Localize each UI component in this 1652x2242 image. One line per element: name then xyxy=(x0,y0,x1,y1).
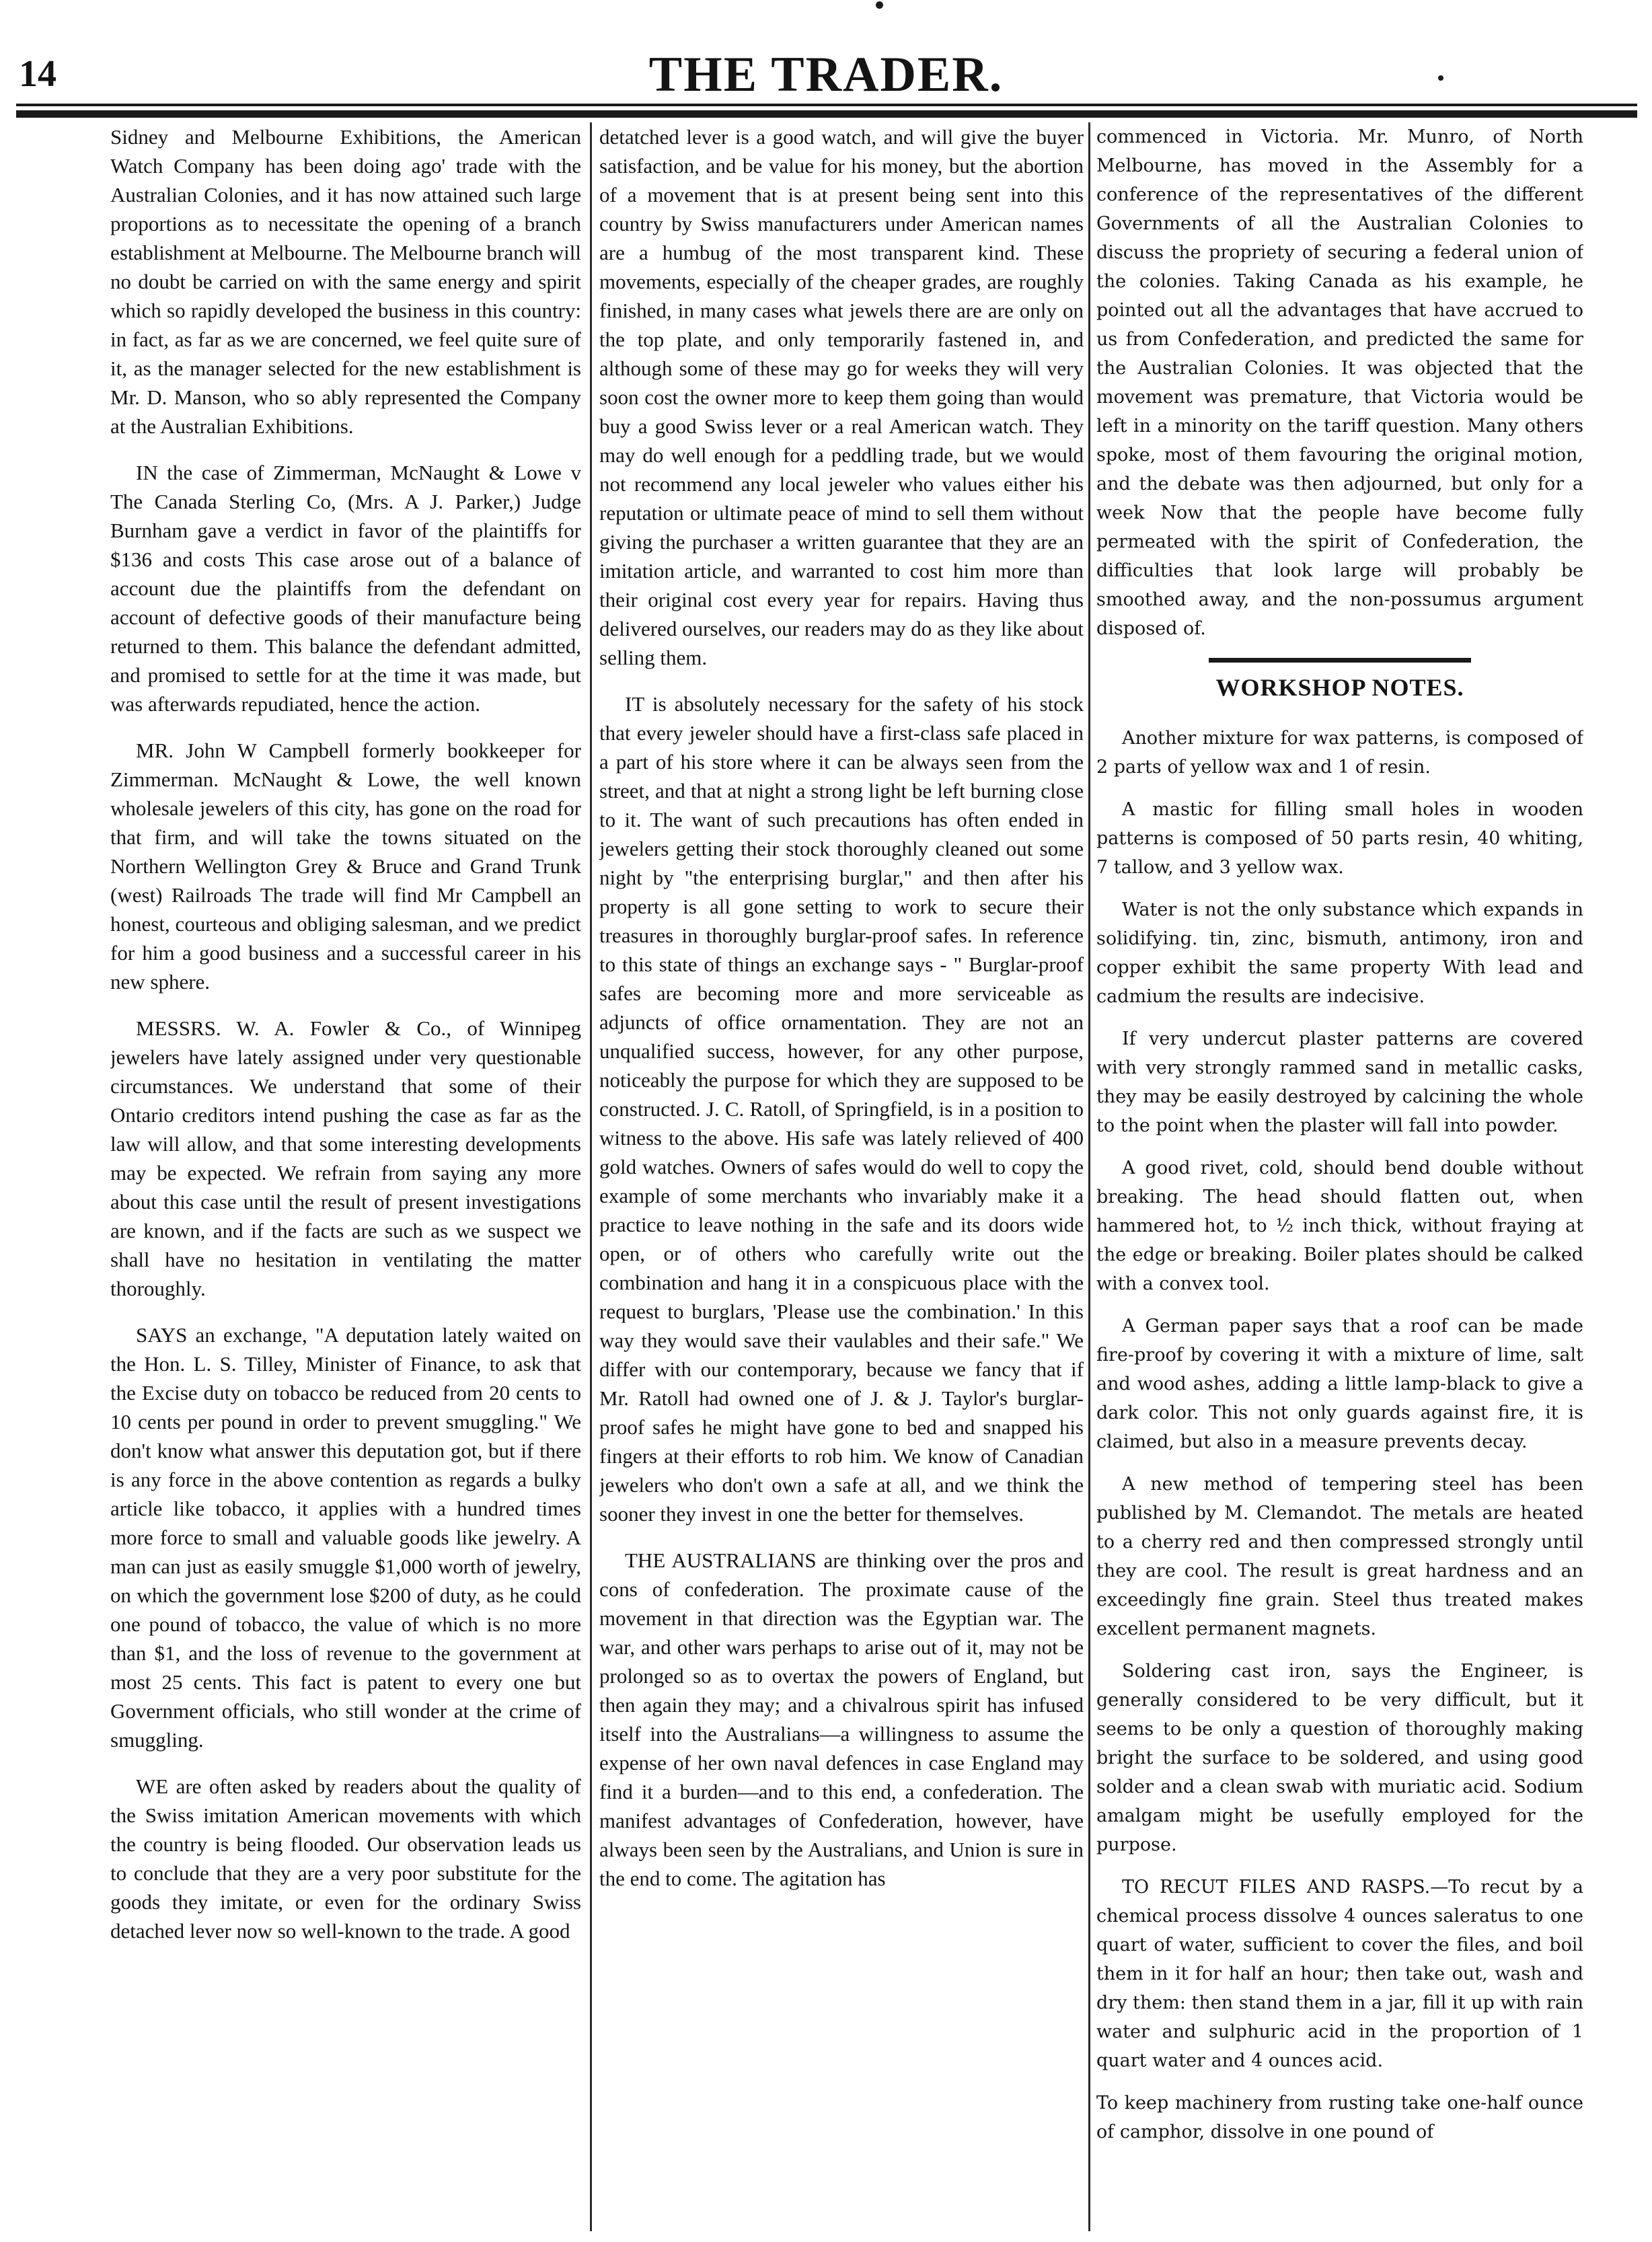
column-1 xyxy=(110,122,581,2231)
workshop-note: A good rivet, cold, should bend double without breaking. The head should flatten out, when hammered hot, to ½ inch thick, without fraying at the edge or breaking. Boiler plates should be calked with a convex tool. xyxy=(1096,1158,1583,1294)
column-3 xyxy=(1096,122,1583,2231)
workshop-note: If very undercut plaster patterns are covered with very strongly rammed sand in metallic casks, they may be easily destroyed by calcining the whole to the point when the plaster will fall into powder. xyxy=(1096,1029,1583,1136)
workshop-note: A new method of tempering steel has been published by M. Clemandot. The metals are heated to a cherry red and then compressed strongly until they are cool. The result is great hardness and an exceedingly fine grain. Steel thus treated makes excellent permanent magnets. xyxy=(1096,1474,1583,1639)
article-paragraph: THE AUSTRALIANS are thinking over the pros and cons of confederation. The proximate cause of the movement in that direction was the Egyptian war. The war, and other wars perhaps to arise out of it, may not be prolonged so as to overtax the powers of England, but then again they may; and a chivalrous spirit has infused itself into the Australians—a willingness to assume the expense of her own naval defences in case England may find it a burden—and to this end, a confederation. The manifest advantages of Confederation, however, have always been seen by the Australians, and Union is sure in the end to come. The agitation has xyxy=(599,1548,1084,1890)
workshop-notes-heading: WORKSHOP NOTES. xyxy=(1215,674,1464,701)
article-paragraph: MR. John W Campbell formerly bookkeeper for Zimmerman. McNaught & Lowe, the well known wholesale jewelers of this city, has gone on the road for that firm, and will take the towns situated on the Northern Wellington Grey & Bruce and Grand Trunk (west) Railroads The trade will find Mr Campbell an honest, courteous and obliging salesman, and we predict for him a good business and a successful career in his new sphere. xyxy=(110,739,581,994)
column-divider xyxy=(590,122,592,2231)
article-paragraph: IN the case of Zimmerman, McNaught & Lowe v The Canada Sterling Co, (Mrs. A J. Parker,) Judge Burnham gave a verdict in favor of the plaintiffs for $136 and costs This case arose out of a balance of account due the plaintiffs from the defendant on account of defective goods of their manufacture being returned to them. This balance the defendant admitted, and promised to settle for at the time it was made, but was afterwards repudiated, hence the action. xyxy=(110,461,581,716)
article-paragraph: commenced in Victoria. Mr. Munro, of North Melbourne, has moved in the Assembly for a conference of the representatives of the different Governments of all the Australian Colonies to discuss the propriety of securing a federal union of the colonies. Taking Canada as his example, he pointed out all the advantages that have accrued to us from Confederation, and predicted the same for the Australian Colonies. It was objected that the movement was premature, that Victoria would be left in a minority on the tariff question. Many others spoke, most of them favouring the original motion, and the debate was then adjourned, but only for a week Now that the people have become fully permeated with the spirit of Confederation, the difficulties that look large will probably be smoothed away, and the non-possumus argument disposed of. xyxy=(1096,126,1583,639)
workshop-note: A mastic for filling small holes in wooden patterns is composed of 50 parts resin, 40 whiting, 7 tallow, and 3 yellow wax. xyxy=(1096,799,1583,878)
masthead-title: THE TRADER. xyxy=(648,47,1004,102)
article-paragraph: detatched lever is a good watch, and will give the buyer satisfaction, and be value for his money, but the abortion of a movement that is at present being sent into this country by Swiss manufacturers under American names are a humbug of the most transparent kind. These movements, especially of the cheaper grades, are roughly finished, in many cases what jewels there are are only on the top plate, and only temporarily fastened in, and although some of these may go for weeks they will very soon cost the owner more to keep them going than would buy a good Swiss lever or a real American watch. They may do well enough for a peddling trade, but we would not recommend any local jeweler who values either his reputation or ultimate peace of mind to sell them without giving the purchaser a written guarantee that they are an imitation article, and warranted to cost him more than their original cost every year for repairs. Having thus delivered ourselves, our readers may do as they like about selling them. xyxy=(599,125,1084,669)
section-rule xyxy=(1209,658,1471,663)
masthead-rule-thin xyxy=(16,104,1637,106)
article-paragraph: Sidney and Melbourne Exhibitions, the American Watch Company has been doing ago' trade with the Australian Colonies, and it has now attained such large proportions as to necessitate the opening of a branch establishment at Melbourne. The Melbourne branch will no doubt be carried on with the same energy and spirit which so rapidly developed the business in this country: in fact, as far as we are concerned, we feel quite sure of it, as the manager selected for the new establishment is Mr. D. Manson, who so ably represented the Company at the Australian Exhibitions. xyxy=(110,125,581,438)
workshop-note: Another mixture for wax patterns, is composed of 2 parts of yellow wax and 1 of resin. xyxy=(1096,728,1583,778)
workshop-note: A German paper says that a roof can be made fire-proof by covering it with a mixture of lime, salt and wood ashes, adding a little lamp-black to give a dark color. This not only guards against fire, it is claimed, but also in a measure prevents decay. xyxy=(1096,1316,1583,1452)
page-number: 14 xyxy=(19,53,57,95)
workshop-note: Soldering cast iron, says the Engineer, is generally considered to be very difficult, but it seems to be only a question of thoroughly making bright the surface to be soldered, and using good solder and a clean swab with muriatic acid. Sodium amalgam might be usefully employed for the purpose. xyxy=(1096,1661,1583,1855)
article-paragraph: MESSRS. W. A. Fowler & Co., of Winnipeg jewelers have lately assigned under very questionable circumstances. We understand that some of their Ontario creditors intend pushing the case as far as the law will allow, and that some interesting developments may be expected. We refrain from saying any more about this case until the result of present investigations are known, and if the facts are such as we suspect we shall have no hesitation in ventilating the matter thoroughly. xyxy=(110,1016,581,1300)
article-paragraph: IT is absolutely necessary for the safety of his stock that every jeweler should have a first-class safe placed in a part of his store where it can be always seen from the street, and that at night a strong light be left burning close to it. The want of such precautions has often ended in jewelers getting their stock thoroughly cleaned out some night by "the enterprising burglar," and then after his property is all gone setting to work to secure their treasures in thoroughly burglar-proof safes. In reference to this state of things an exchange says - " Burglar-proof safes are becoming more and more serviceable as adjuncts of office ornamentation. They are not an unqualified success, however, for any other purpose, noticeably the purpose for which they are supposed to be constructed. J. C. Ratoll, of Springfield, is in a position to witness to the above. His safe was lately relieved of 400 gold watches. Owners of safes would do well to copy the example of some merchants who invariably make it a practice to leave nothing in the safe and its doors wide open, or of others who carefully write out the combination and hang it in a conspicuous place with the request to burglars, 'Please use the combination.' In this way they would save their vaulables and their safe." We differ with our contemporary, because we fancy that if Mr. Ratoll had owned one of J. & J. Taylor's burglar-proof safes he might have gone to bed and snapped his fingers at their efforts to rob him. We know of Canadian jewelers who don't own a safe at all, and we think the sooner they invest in one the better for themselves. xyxy=(599,692,1084,1526)
workshop-note: To keep machinery from rusting take one-half ounce of camphor, dissolve in one pound of xyxy=(1096,2093,1583,2142)
article-paragraph: WE are often asked by readers about the quality of the Swiss imitation American movements with which the country is being flooded. Our observation leads us to conclude that they are a very poor substitute for the goods they imitate, or even for the ordinary Swiss detached lever now so well-known to the trade. A good xyxy=(110,1774,581,1943)
masthead-rule-thick xyxy=(16,110,1637,118)
column-2 xyxy=(599,122,1084,2231)
print-dot-mark xyxy=(876,1,883,9)
workshop-note: Water is not the only substance which expands in solidifying. tin, zinc, bismuth, antimony, iron and copper exhibit the same property With lead and cadmium the results are indecisive. xyxy=(1096,899,1583,1007)
article-paragraph: SAYS an exchange, "A deputation lately waited on the Hon. L. S. Tilley, Minister of Finance, to ask that the Excise duty on tobacco be reduced from 20 cents to 10 cents per pound in order to prevent smuggling." We don't know what answer this deputation got, but if there is any force in the above contention as regards a bulky article like tobacco, it applies with a hundred times more force to small and valuable goods like jewelry. A man can just as easily smuggle $1,000 worth of jewelry, on which the government lose $200 of duty, as he could one pound of tobacco, the value of which is no more than $1, and the loss of revenue to the government at most 25 cents. This fact is patent to every one but Government officials, who still wonder at the crime of smuggling. xyxy=(110,1323,581,1752)
column-divider xyxy=(1088,122,1090,2231)
workshop-note: TO RECUT FILES AND RASPS.—To recut by a chemical process dissolve 4 ounces saleratus to one quart of water, sufficient to cover the files, and boil them in it for half an hour; then take out, wash and dry them: then stand them in a jar, fill it up with rain water and sulphuric acid in the proportion of 1 quart water and 4 ounces acid. xyxy=(1096,1877,1583,2071)
